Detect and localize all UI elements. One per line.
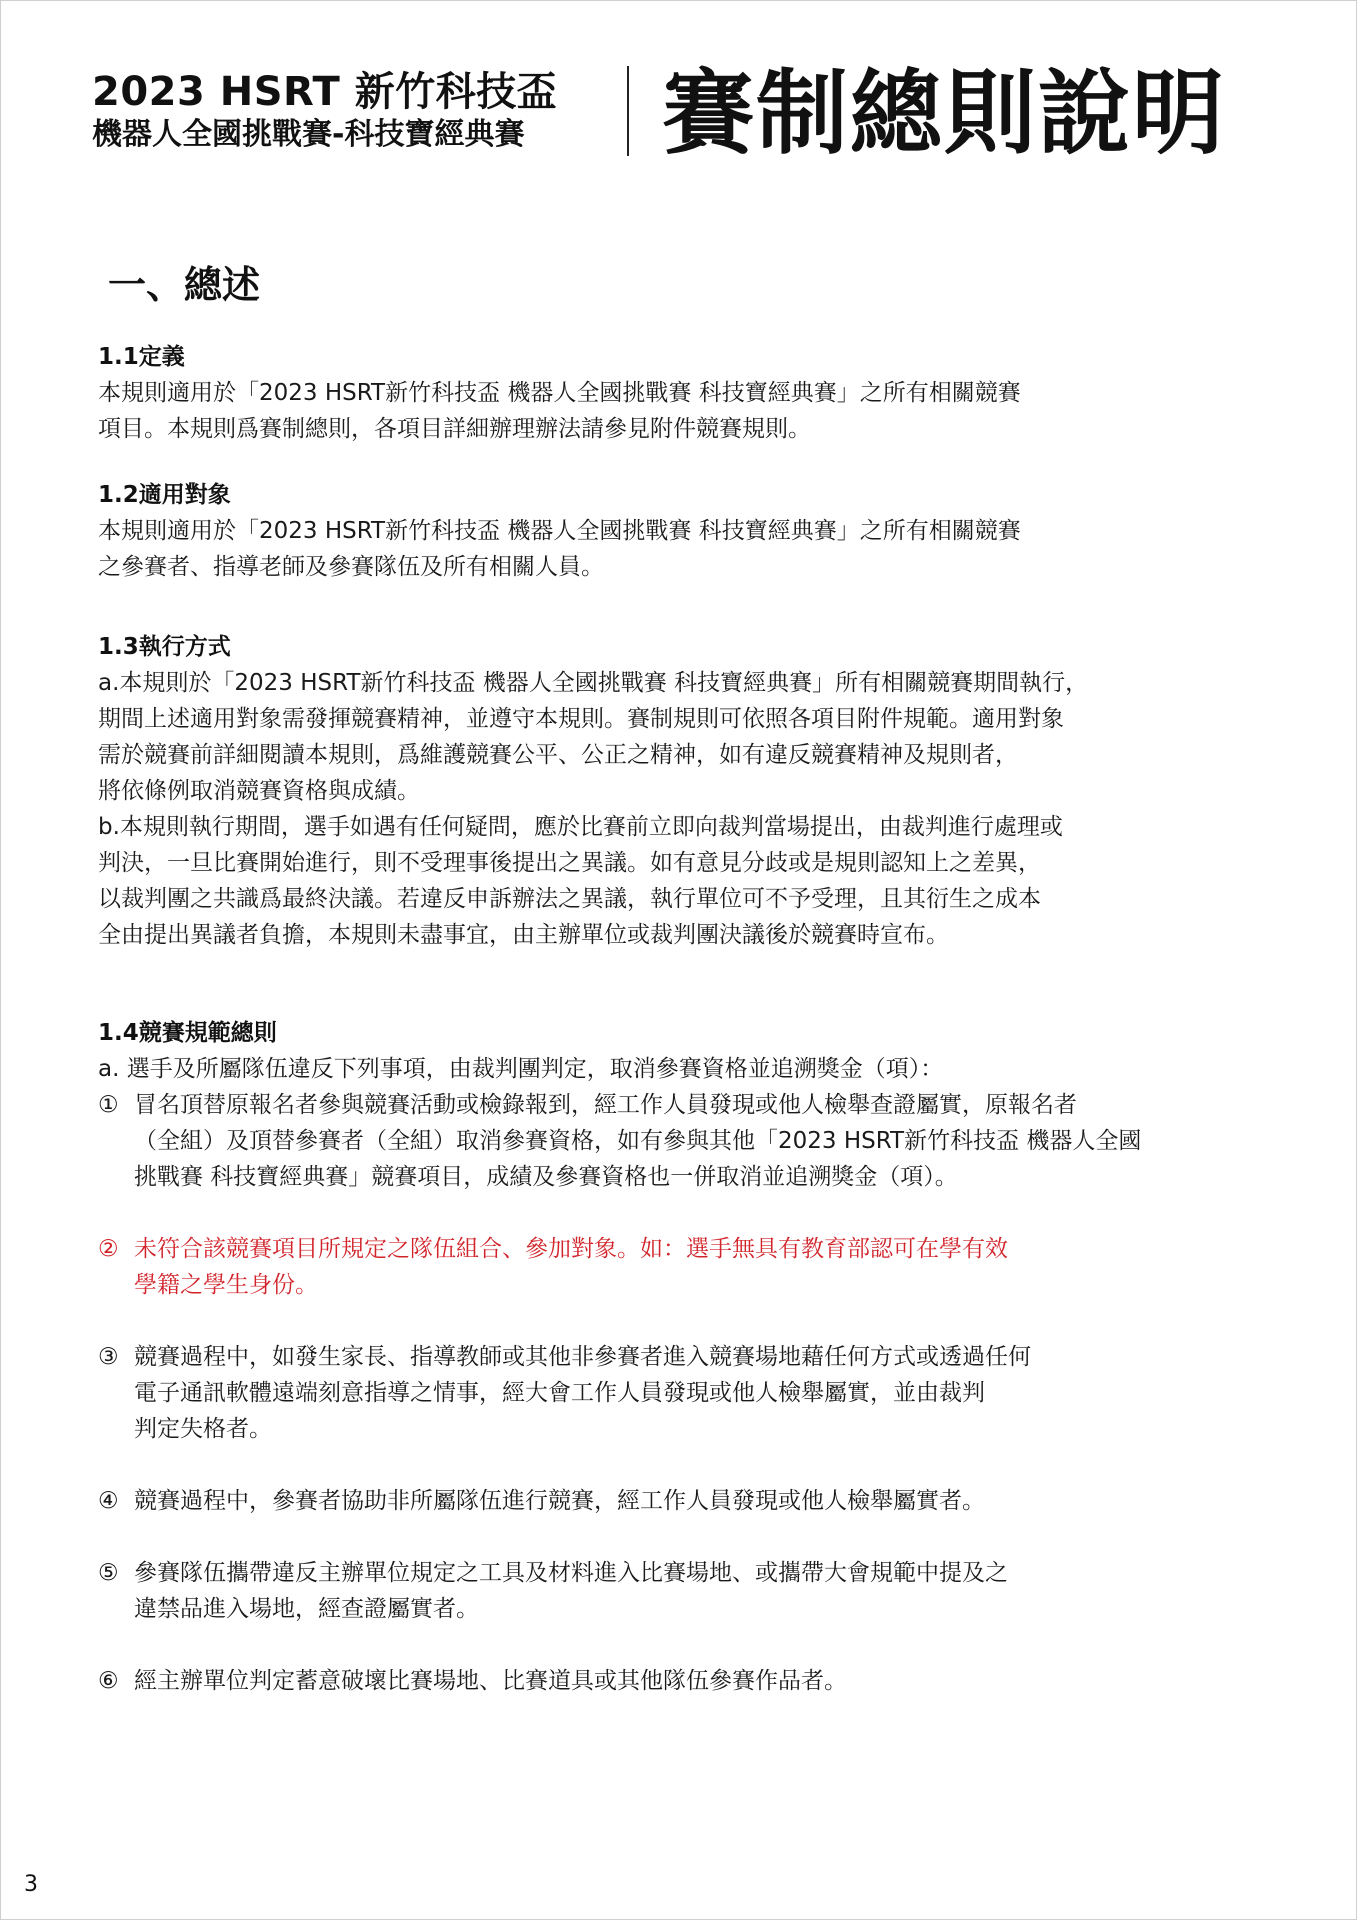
paragraph-line: 全由提出異議者負擔，本規則未盡事宜，由主辦單位或裁判團決議後於競賽時宣布。: [98, 922, 949, 948]
list-item-highlighted: [98, 1231, 1258, 1303]
page-number: 3: [24, 1872, 38, 1897]
list-line: 經主辦單位判定蓄意破壞比賽場地、比賽道具或其他隊伍參賽作品者。: [134, 1668, 847, 1694]
paragraph-line: b.本規則執行期間，選手如遇有任何疑問，應於比賽前立即向裁判當場提出，由裁判進行處理或: [98, 814, 1063, 840]
list-number: ②: [98, 1236, 119, 1262]
list-text: [134, 1483, 1258, 1519]
event-name: [92, 68, 612, 154]
list-text: [134, 1231, 1258, 1303]
paragraph-line: 項目。本規則爲賽制總則，各項目詳細辦理辦法請參見附件競賽規則。: [98, 416, 811, 442]
list-text: [134, 1555, 1258, 1627]
paragraph-line: 之參賽者、指導老師及參賽隊伍及所有相關人員。: [98, 554, 604, 580]
list-intro: a. 選手及所屬隊伍違反下列事項，由裁判團判定，取消參賽資格並追溯獎金（項）：: [98, 1056, 944, 1082]
list-line: 違禁品進入場地，經查證屬實者。: [134, 1596, 479, 1622]
event-name-line2: 機器人全國挑戰賽-科技寶經典賽: [92, 117, 525, 152]
section-1-3: [98, 629, 1258, 953]
list-number: ⑤: [98, 1560, 119, 1586]
list-line: 學籍之學生身份。: [134, 1272, 318, 1298]
list-item: [98, 1339, 1258, 1447]
list-number: ④: [98, 1488, 119, 1514]
section-1-4: [98, 1015, 1258, 1699]
list-line: 電子通訊軟體遠端刻意指導之情事，經大會工作人員發現或他人檢舉屬實，並由裁判: [134, 1380, 985, 1406]
paragraph-line: 將依條例取消競賽資格與成績。: [98, 778, 420, 804]
list-item: [98, 1087, 1258, 1195]
subsection-title: 1.3執行方式: [98, 634, 231, 660]
header-divider: [627, 66, 629, 156]
section-1-2: [98, 477, 1258, 585]
list-line: 判定失格者。: [134, 1416, 272, 1442]
document-title: 賽制總則說明: [662, 60, 1227, 167]
list-item: [98, 1483, 1258, 1519]
document-body: [98, 255, 1258, 1735]
page-header: [92, 60, 1272, 170]
subsection-title: 1.1定義: [98, 344, 185, 370]
list-number: ⑥: [98, 1668, 119, 1694]
list-line: 競賽過程中，參賽者協助非所屬隊伍進行競賽，經工作人員發現或他人檢舉屬實者。: [134, 1488, 985, 1514]
list-line: 參賽隊伍攜帶違反主辦單位規定之工具及材料進入比賽場地、或攜帶大會規範中提及之: [134, 1560, 1008, 1586]
list-item: [98, 1663, 1258, 1699]
list-text: [134, 1339, 1258, 1447]
paragraph-line: 以裁判團之共識爲最終決議。若違反申訴辦法之異議，執行單位可不予受理，且其衍生之成本: [98, 886, 1041, 912]
section-1-1: [98, 339, 1258, 447]
list-number: ③: [98, 1344, 119, 1370]
paragraph-line: 本規則適用於「2023 HSRT新竹科技盃 機器人全國挑戰賽 科技寶經典賽」之所有相關競賽: [98, 518, 1021, 544]
paragraph-line: 判決，一旦比賽開始進行，則不受理事後提出之異議。如有意見分歧或是規則認知上之差異，: [98, 850, 1041, 876]
list-item: [98, 1555, 1258, 1627]
list-line: 冒名頂替原報名者參與競賽活動或檢錄報到，經工作人員發現或他人檢舉查證屬實，原報名者: [134, 1092, 1077, 1118]
list-line: 未符合該競賽項目所規定之隊伍組合、參加對象。如：選手無具有教育部認可在學有效: [134, 1236, 1008, 1262]
paragraph-line: 需於競賽前詳細閱讀本規則，爲維護競賽公平、公正之精神，如有違反競賽精神及規則者，: [98, 742, 1018, 768]
subsection-title: 1.4競賽規範總則: [98, 1020, 277, 1046]
list-line: 競賽過程中，如發生家長、指導教師或其他非參賽者進入競賽場地藉任何方式或透過任何: [134, 1344, 1031, 1370]
section-heading: 一、總述: [108, 263, 261, 307]
list-text: [134, 1087, 1258, 1195]
subsection-title: 1.2適用對象: [98, 482, 231, 508]
paragraph-line: a.本規則於「2023 HSRT新竹科技盃 機器人全國挑戰賽 科技寶經典賽」所有相關競賽期間執行，: [98, 670, 1089, 696]
event-name-line1: 2023 HSRT 新竹科技盃: [92, 69, 558, 115]
paragraph-line: 本規則適用於「2023 HSRT新竹科技盃 機器人全國挑戰賽 科技寶經典賽」之所有相關競賽: [98, 380, 1021, 406]
list-text: [134, 1663, 1258, 1699]
list-line: 挑戰賽 科技寶經典賽」競賽項目，成績及參賽資格也一併取消並追溯獎金（項）。: [134, 1164, 958, 1190]
list-line: （全組）及頂替參賽者（全組）取消參賽資格，如有參與其他「2023 HSRT新竹科技盃 機器人全國: [134, 1128, 1142, 1154]
list-number: ①: [98, 1092, 119, 1118]
paragraph-line: 期間上述適用對象需發揮競賽精神，並遵守本規則。賽制規則可依照各項目附件規範。適用對象: [98, 706, 1064, 732]
